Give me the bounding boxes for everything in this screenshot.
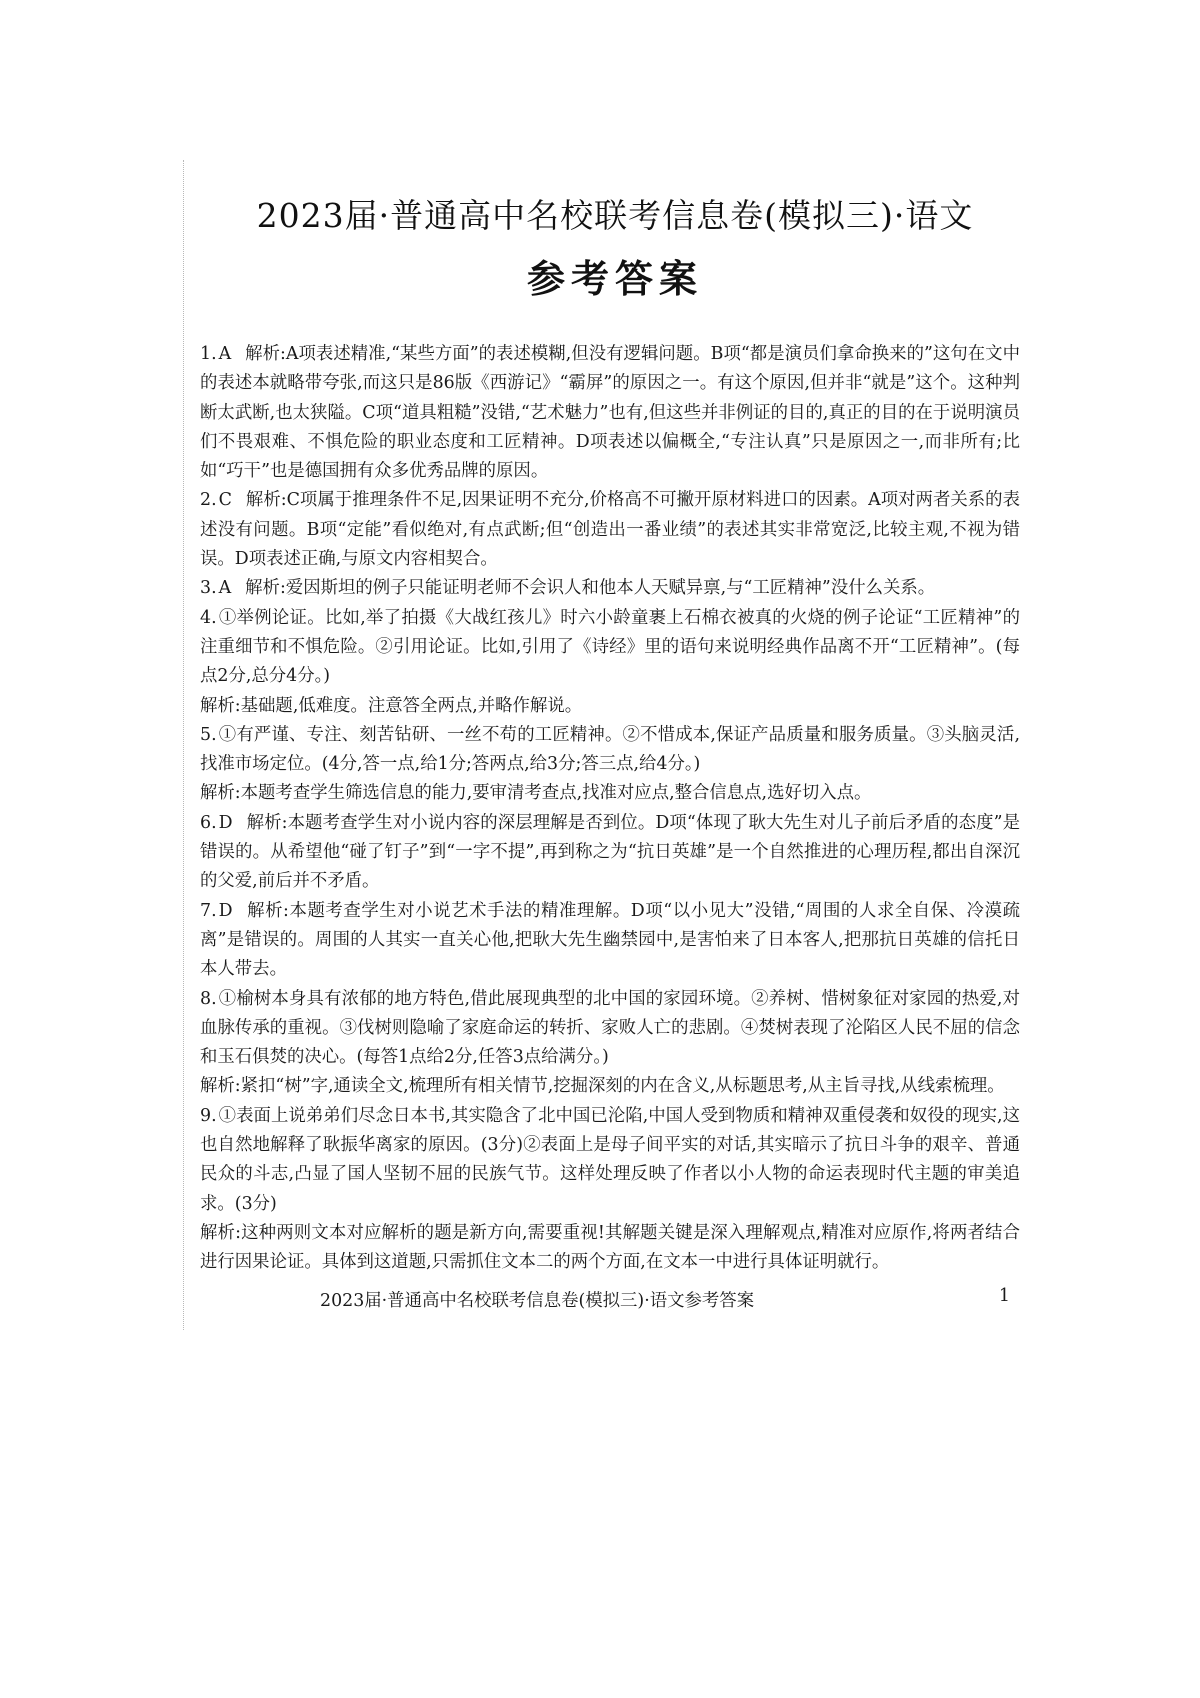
answer-analysis: 解析:本题考查学生筛选信息的能力,要审清考查点,找准对应点,整合信息点,选好切入点。 [200, 783, 872, 804]
answer-item-7 [200, 897, 1020, 985]
binding-margin-line [183, 160, 184, 1330]
answer-number: 9. [200, 1105, 217, 1126]
answer-choice: C [218, 490, 232, 511]
answer-item-8 [200, 985, 1020, 1102]
page-number: 1 [998, 1286, 1010, 1306]
answer-text: ①榆树本身具有浓郁的地方特色,借此展现典型的北中国的家园环境。②养树、惜树象征对家园的热爱,对血脉传承的重视。③伐树则隐喻了家庭命运的转折、家败人亡的悲剧。④焚树表现了沦陷区人民不屈的信念和玉石俱焚的决心。(每答1点给2分,任答3点给满分。) [200, 988, 1020, 1068]
answer-number: 8. [200, 988, 217, 1009]
answers-body [200, 340, 1020, 1278]
answer-text: ①有严谨、专注、刻苦钻研、一丝不苟的工匠精神。②不惜成本,保证产品质量和服务质量。③头脑灵活,找准市场定位。(4分,答一点,给1分;答两点,给3分;答三点,给4分。) [200, 724, 1020, 775]
answer-choice: D [218, 900, 233, 921]
answer-number: 5. [200, 724, 217, 745]
answer-number: 1. [200, 344, 217, 364]
answer-item-5 [200, 721, 1020, 809]
document-title: 2023届·普通高中名校联考信息卷(模拟三)·语文 [256, 196, 974, 235]
answer-analysis: 解析:紧扣“树”字,通读全文,梳理所有相关情节,挖掘深刻的内在含义,从标题思考,从主旨寻找,从线索梳理。 [200, 1076, 1005, 1097]
answer-analysis: 解析:这种两则文本对应解析的题是新方向,需要重视!其解题关键是深入理解观点,精准对应原作,将两者结合进行因果论证。具体到这道题,只需抓住文本二的两个方面,在文本一中进行具体证明就行。 [200, 1222, 1020, 1273]
answer-text: 解析:本题考查学生对小说艺术手法的精准理解。D项“以小见大”没错,“周围的人求全自保、冷漠疏离”是错误的。周围的人其实一直关心他,把耿大先生幽禁园中,是害怕来了日本客人,把那抗日英雄的信托日本人带去。 [200, 900, 1020, 980]
answer-analysis: 解析:基础题,低难度。注意答全两点,并略作解说。 [200, 695, 583, 716]
answer-item-4 [200, 604, 1020, 721]
answer-number: 6. [200, 812, 217, 833]
answer-text: 解析:爱因斯坦的例子只能证明老师不会识人和他本人天赋异禀,与“工匠精神”没什么关系。 [245, 578, 936, 599]
answer-number: 3. [200, 578, 217, 599]
answer-item-2 [200, 486, 1020, 574]
answer-choice: D [218, 812, 233, 833]
footer-title: 2023届·普通高中名校联考信息卷(模拟三)·语文参考答案 [320, 1291, 755, 1311]
answer-item-1 [200, 340, 1020, 486]
answer-text: 解析:本题考查学生对小说内容的深层理解是否到位。D项“体现了耿大先生对儿子前后矛盾的态度”是错误的。从希望他“碰了钉子”到“一字不提”,再到称之为“抗日英雄”是一个自然推进的心理历程,都出自深沉的父爱,前后并不矛盾。 [200, 812, 1020, 892]
answer-text: ①表面上说弟弟们尽念日本书,其实隐含了北中国已沦陷,中国人受到物质和精神双重侵袭和奴役的现实,这也自然地解释了耿振华离家的原因。(3分)②表面上是母子间平实的对话,其实暗示了抗日斗争的艰辛、普通民众的斗志,凸显了国人坚韧不屈的民族气节。这样处理反映了作者以小人物的命运表现时代主题的审美追求。(3分) [200, 1105, 1020, 1214]
answer-item-3 [200, 574, 1020, 603]
answer-item-9 [200, 1102, 1020, 1278]
answer-choice: A [218, 344, 232, 364]
answer-text: 解析:A项表述精准,“某些方面”的表述模糊,但没有逻辑问题。B项“都是演员们拿命换来的”这句在文中的表述本就略带夸张,而这只是86版《西游记》“霸屏”的原因之一。有这个原因,但并非“就是”这个。这种判断太武断,也太狭隘。C项“道具粗糙”没错,“艺术魅力”也有,但这些并非例证的目的,真正的目的在于说明演员们不畏艰难、不惧危险的职业态度和工匠精神。D项表述以偏概全,“专注认真”只是原因之一,而非所有;比如“巧干”也是德国拥有众多优秀品牌的原因。 [200, 344, 1020, 482]
answer-text: ①举例论证。比如,举了拍摄《大战红孩儿》时六小龄童裹上石棉衣被真的火烧的例子论证“工匠精神”的注重细节和不惧危险。②引用论证。比如,引用了《诗经》里的语句来说明经典作品离不开“工匠精神”。(每点2分,总分4分。) [200, 607, 1020, 687]
answer-number: 4. [200, 607, 217, 628]
answer-number: 7. [200, 900, 217, 921]
answer-text: 解析:C项属于推理条件不足,因果证明不充分,价格高不可撇开原材料进口的因素。A项对两者关系的表述没有问题。B项“定能”看似绝对,有点武断;但“创造出一番业绩”的表述其实非常宽泛,比较主观,不视为错误。D项表述正确,与原文内容相契合。 [200, 490, 1020, 570]
document-subtitle: 参考答案 [526, 257, 703, 301]
answer-item-6 [200, 809, 1020, 897]
answer-choice: A [218, 578, 232, 599]
answer-number: 2. [200, 490, 217, 511]
